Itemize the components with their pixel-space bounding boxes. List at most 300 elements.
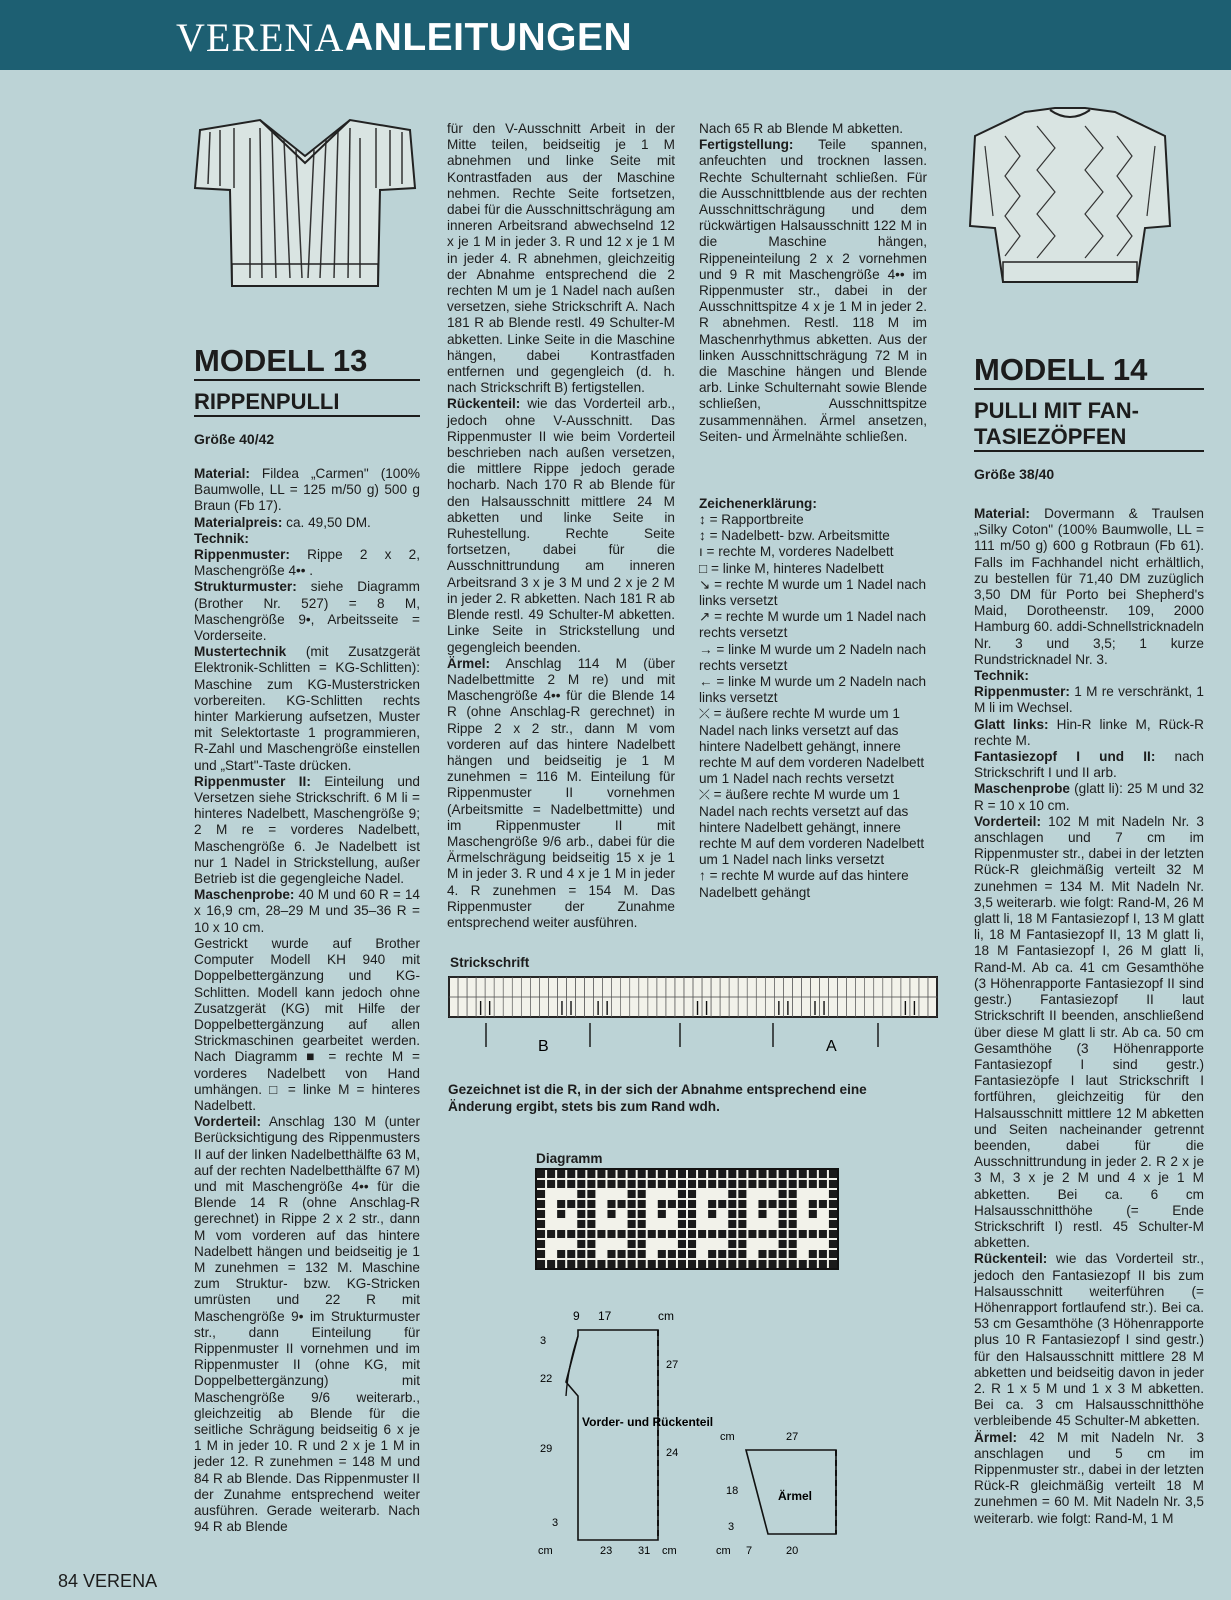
diagramm-cell xyxy=(829,1170,837,1178)
diagramm-cell xyxy=(607,1170,615,1178)
strickschrift-caption: Gezeichnet ist die R, in der sich der Abnahme entsprechend eine Änderung ergibt, stets bis zum Rand wdh. xyxy=(448,1082,867,1114)
sleeve-bottom-2: 7 xyxy=(746,1545,753,1557)
diagramm-cell xyxy=(698,1200,706,1208)
diagramm-cell xyxy=(567,1240,575,1248)
diagramm-cell xyxy=(557,1210,565,1218)
diagramm-cell xyxy=(597,1260,605,1268)
diagramm-cell xyxy=(779,1220,787,1228)
diagramm-cell xyxy=(819,1260,827,1268)
section-title: ANLEITUNGEN xyxy=(345,16,633,59)
diagramm-title: Diagramm xyxy=(536,1151,603,1166)
model-13-text-col1: Material: Fildea „Carmen" (100% Baumwolle, LL = 125 m/50 g) 500 g Braun (Fb 17). Materialpreis: ca. 49,50 DM. Technik: Rippenmuster: Rippe 2 x 2, Maschengröße 4•• . Strukturmuster: siehe Diagramm (Brother Nr. 527) = 8 M, Maschengröße 9•, Arbeitsseite = Vorderseite. Mustertechnik (mit Zusatzgerät Elektronik-Schlitten = KG-Schlitten): Maschine zum KG-Musterstricken vorbereiten. KG-Schlitten rechts hinter Markierung aufsetzen, Muster mit Selektortaste 1 programmieren, R-Zahl und Maschengröße einstellen und „Start"-Taste drücken. Rippenmuster II: Einteilung und Versetzen siehe Strickschrift. 6 M li = hinteres Nadelbett, Maschengröße 9; 2 M re = vorderes Nadelbett, Maschengröße 6. Je Nadelbett ist nur 1 Nadel in Strickstellung, außer Betrieb ist die gegengleiche Nadel. Maschenprobe: 40 M und 60 R = 14 x 16,9 cm, 28–29 M und 35–36 R = 10 x 10 cm. Gestrickt wurde auf Brother Computer Modell KH 940 mit Doppelbettergänzung und KG-Schlitten. Modell kann jedoch ohne Zusatzgerät (KG) mit Hilfe der Doppelbettergänzung auf allen Strickmaschinen gearbeitet werden. Nach Diagramm ■ = rechte M = vorderes Nadelbett von Hand umhängen. □ = linke M = hinteres Nadelbett. Vorderteil: Anschlag 130 M (unter Berücksichtigung des Rippenmusters II auf der linken Nadelbetthälfte 63 M, auf der rechten Nadelbetthälfte 67 M) und mit Maschengröße 4•• für die Blende 14 R (ohne Anschlag-R gerechnet) in Rippe 2 x 2 str., dann M vom vorderen auf das hintere Nadelbett hängen und beidseitig je 1 M zunehmen = 132 M. Maschine zum Struktur- bzw. KG-Stricken umrüsten und 22 R mit Maschengröße 9• im Strukturmuster str., dann Einteilung für Rippenmuster II vornehmen und im Rippenmuster II (ohne KG, mit Doppelbettergänzung) mit Maschengröße 9/6 weiterarb., gleichzeitig ab Blende für die seitliche Schrägung beidseitig 6 x je 1 M in jeder 10. R und 2 x je 1 M in jeder 12. R zunehmen = 148 M und 84 R ab Blende. Das Rippenmuster II der Zunahme entsprechend weiter ausführen. Gerade weiterarb. Nach 94 R ab Blende xyxy=(194,466,420,1535)
diagramm-cell xyxy=(829,1240,837,1248)
diagramm-cell xyxy=(597,1210,605,1218)
strickschrift-label-b: B xyxy=(538,1038,549,1055)
diagramm-cell xyxy=(577,1220,585,1228)
diagramm-cell xyxy=(557,1180,565,1188)
diagramm-cell xyxy=(577,1210,585,1218)
diagramm-cell xyxy=(748,1190,756,1198)
diagramm-cell xyxy=(829,1220,837,1228)
diagramm-cell xyxy=(547,1180,555,1188)
diagramm-cell xyxy=(819,1180,827,1188)
schematic-bottom-3: 31 xyxy=(638,1545,651,1557)
diagramm-cell xyxy=(758,1210,766,1218)
diagramm-cell xyxy=(769,1220,777,1228)
diagramm-cell xyxy=(648,1230,656,1238)
strickschrift-chart xyxy=(448,973,938,1053)
diagramm-cell xyxy=(618,1210,626,1218)
diagramm-cell xyxy=(769,1240,777,1248)
diagramm-cell xyxy=(648,1190,656,1198)
diagramm-cell xyxy=(748,1200,756,1208)
diagramm-cell xyxy=(597,1170,605,1178)
diagramm-cell xyxy=(829,1190,837,1198)
diagramm-cell xyxy=(819,1250,827,1258)
diagramm-cell xyxy=(779,1240,787,1248)
diagramm-cell xyxy=(678,1260,686,1268)
diagramm-cell xyxy=(789,1260,797,1268)
diagramm-cell xyxy=(577,1240,585,1248)
diagramm-cell xyxy=(748,1230,756,1238)
diagramm-cell xyxy=(607,1180,615,1188)
diagramm-cell xyxy=(638,1230,646,1238)
diagramm-cell xyxy=(547,1170,555,1178)
diagramm-cell xyxy=(607,1210,615,1218)
diagramm-cell xyxy=(728,1240,736,1248)
diagramm-cell xyxy=(678,1200,686,1208)
diagramm-cell xyxy=(769,1230,777,1238)
diagramm-cell xyxy=(708,1220,716,1228)
sleeve-left-1: 18 xyxy=(726,1485,739,1497)
diagramm-cell xyxy=(567,1220,575,1228)
diagramm-cell xyxy=(799,1200,807,1208)
diagramm-cell xyxy=(728,1250,736,1258)
diagramm-cell xyxy=(638,1240,646,1248)
diagramm-cell xyxy=(698,1250,706,1258)
diagramm-cell xyxy=(567,1210,575,1218)
diagramm-cell xyxy=(718,1180,726,1188)
diagramm-cell xyxy=(728,1220,736,1228)
schematic-right-1: 27 xyxy=(666,1359,679,1371)
diagramm-cell xyxy=(728,1200,736,1208)
diagramm-cell xyxy=(587,1240,595,1248)
diagramm-cell xyxy=(668,1230,676,1238)
schematic-bottom-1: cm xyxy=(538,1545,553,1557)
diagramm-cell xyxy=(728,1180,736,1188)
diagramm-cell xyxy=(758,1260,766,1268)
diagramm-cell xyxy=(678,1250,686,1258)
sweater-13-illustration xyxy=(190,118,420,296)
diagramm-cell xyxy=(819,1230,827,1238)
diagramm-cell xyxy=(577,1230,585,1238)
diagramm-cell xyxy=(779,1200,787,1208)
diagramm-cell xyxy=(638,1220,646,1228)
diagramm-cell xyxy=(718,1220,726,1228)
diagramm-cell xyxy=(678,1180,686,1188)
diagramm-cell xyxy=(688,1180,696,1188)
diagramm-cell xyxy=(779,1210,787,1218)
diagramm-cell xyxy=(758,1240,766,1248)
diagramm-cell xyxy=(688,1260,696,1268)
diagramm-cell xyxy=(698,1220,706,1228)
diagramm-cell xyxy=(587,1180,595,1188)
sleeve-bottom-3: 20 xyxy=(786,1545,799,1557)
diagramm-cell xyxy=(607,1250,615,1258)
diagramm-cell xyxy=(799,1190,807,1198)
diagramm-cell xyxy=(779,1180,787,1188)
diagramm-cell xyxy=(597,1250,605,1258)
diagramm-cell xyxy=(658,1170,666,1178)
brand-logo: VERENA xyxy=(176,15,345,60)
model-14-name-line2: TASIEZÖPFEN xyxy=(974,424,1204,452)
diagramm-cell xyxy=(779,1250,787,1258)
diagramm-cell xyxy=(698,1260,706,1268)
diagramm-cell xyxy=(738,1190,746,1198)
diagramm-cell xyxy=(779,1170,787,1178)
diagramm-cell xyxy=(718,1200,726,1208)
diagramm-cell xyxy=(567,1260,575,1268)
schematic-bottom-2: 23 xyxy=(600,1545,613,1557)
diagramm-cell xyxy=(648,1260,656,1268)
diagramm-cell xyxy=(547,1260,555,1268)
diagramm-cell xyxy=(678,1190,686,1198)
diagramm-cell xyxy=(829,1230,837,1238)
model-14-size: Größe 38/40 xyxy=(974,466,1055,482)
diagramm-cell xyxy=(789,1200,797,1208)
diagramm-cell xyxy=(728,1230,736,1238)
diagramm-cell xyxy=(537,1180,545,1188)
diagramm-cell xyxy=(819,1220,827,1228)
diagramm-cell xyxy=(658,1220,666,1228)
model-14-number: MODELL 14 xyxy=(974,352,1204,390)
model-14-text: Material: Dovermann & Traulsen „Silky Coton" (100% Baumwolle, LL = 111 m/50 g) 600 g Rotbraun (Fb 61). Falls im Fachhandel nicht erhältlich, zu bestellen für 71,40 DM zuzüglich 3,50 DM für Porto bei Shepherd's Maid, Dorotheenstr. 109, 2000 Hamburg 60. addi-Schnellstricknadeln Nr. 3 und 3,5; 1 kurze Rundstricknadel Nr. 3. Technik: Rippenmuster: 1 M re verschränkt, 1 M li im Wechsel. Glatt links: Hin-R linke M, Rück-R rechte M. Fantasiezopf I und II: nach Strickschrift I und II arb. Maschenprobe (glatt li): 25 M und 32 R = 10 x 10 cm. Vorderteil: 102 M mit Nadeln Nr. 3 anschlagen und 7 cm im Rippenmuster str., dabei in der letzten Rück-R gleichmäßig verteilt 32 M zunehmen = 134 M. Mit Nadeln Nr. 3,5 weiterarb. wie folgt: Rand-M, 26 M glatt li, 18 M Fantasiezopf I, 13 M glatt li, 18 M Fantasiezopf II, 13 M glatt li, 18 M Fantasiezopf I, 26 M glatt li, Rand-M. Ab ca. 41 cm Gesamthöhe (3 Höhenrapporte Fantasiezopf II sind gestr.) Fantasiezopf II laut Strickschrift II beenden, anschließend über diese M glatt li str. Ab ca. 50 cm Gesamthöhe (3 Höhenrapporte Fantasiezopf I sind gestr.) Fantasiezöpfe I laut Strickschrift I fortführen, gleichzeitig für den Halsausschnitt mittlere 12 M abketten und Seiten nacheinander getrennt beenden, dabei für die Ausschnittrundung in jeder 2. R 2 x je 3 M, 3 x je 2 M und 4 x je 1 M abketten. Bei ca. 6 cm Halsausschnitthöhe (= Ende Strickschrift I) restl. 45 Schulter-M abketten. Rückenteil: wie das Vorderteil str., jedoch den Fantasiezopf II bis zum Halsausschnitt weiterführen (= Höhenrapport fortlaufend str.). Bei ca. 53 cm Gesamthöhe (3 Höhenrapporte plus 10 R Fantasiezopf I sind gestr.) für den Halsausschnitt mittlere 28 M abketten und beidseitig davon in jeder 2. R 1 x 5 M und 1 x 3 M abketten. Bei ca. 3 cm Halsausschnitthöhe verbleibende 45 Schulter-M abketten. Ärmel: 42 M mit Nadeln Nr. 3 anschlagen und 5 cm im Rippenmuster str., dabei in der letzten Rück-R gleichmäßig verteilt 18 M zunehmen = 60 M. Mit Nadeln Nr. 3,5 weiterarb. wie folgt: Rand-M, 1 M xyxy=(974,506,1204,1526)
diagramm-cell xyxy=(678,1210,686,1218)
diagramm-cell xyxy=(587,1220,595,1228)
diagramm-cell xyxy=(638,1180,646,1188)
diagramm-cell xyxy=(758,1190,766,1198)
diagramm-cell xyxy=(628,1220,636,1228)
model-13-text-col3: Nach 65 R ab Blende M abketten. Fertigstellung: Teile spannen, anfeuchten und trocknen lassen. Rechte Schulternaht schließen. Für die Ausschnittblende aus der rechten Ausschnittschrägung und dem rückwärtigen Halsausschnitt 122 M in die Maschine hängen, Rippeneinteilung 2 x 2 vornehmen und 9 R mit Maschengröße 4•• im Rippenmuster str., dabei in der Ausschnittspitze 4 x je 1 M in jeder 2. R abnehmen. Restl. 118 M im Maschenrhythmus abketten. Aus der linken Ausschnittschrägung 72 M in die Maschine hängen und Blende arb. Linke Schulternaht sowie Blende schließen, Ausschnittspitze zusammennähen. Ärmel ansetzen, Seiten- und Ärmelnähte schließen. xyxy=(699,121,927,444)
diagramm-cell xyxy=(708,1240,716,1248)
diagramm-cell xyxy=(819,1200,827,1208)
diagramm-cell xyxy=(668,1220,676,1228)
diagramm-cell xyxy=(547,1240,555,1248)
model-14-title-block xyxy=(974,352,1204,482)
diagramm-cell xyxy=(829,1200,837,1208)
diagramm-cell xyxy=(597,1200,605,1208)
diagramm-cell xyxy=(607,1220,615,1228)
diagramm-cell xyxy=(648,1250,656,1258)
diagramm-cell xyxy=(789,1170,797,1178)
diagramm-cell xyxy=(557,1240,565,1248)
diagramm-cell xyxy=(769,1180,777,1188)
diagramm-cell xyxy=(809,1250,817,1258)
diagramm-cell xyxy=(618,1200,626,1208)
diagramm-cell xyxy=(567,1190,575,1198)
diagramm-cell xyxy=(718,1210,726,1218)
diagramm-cell xyxy=(799,1240,807,1248)
diagramm-cell xyxy=(648,1220,656,1228)
diagramm-cell xyxy=(577,1190,585,1198)
header-bar xyxy=(0,0,1231,70)
diagramm-cell xyxy=(688,1200,696,1208)
diagramm-cell xyxy=(678,1230,686,1238)
sweater-14-illustration xyxy=(965,106,1175,290)
diagramm-cell xyxy=(789,1180,797,1188)
diagramm-cell xyxy=(738,1200,746,1208)
diagramm-cell xyxy=(537,1200,545,1208)
diagramm-grid xyxy=(535,1168,839,1270)
diagramm-cell xyxy=(688,1240,696,1248)
diagramm-cell xyxy=(577,1170,585,1178)
diagramm-cell xyxy=(587,1200,595,1208)
diagramm-cell xyxy=(537,1250,545,1258)
diagramm-cell xyxy=(819,1210,827,1218)
diagramm-cell xyxy=(597,1190,605,1198)
diagramm-cell xyxy=(809,1240,817,1248)
diagramm-cell xyxy=(738,1210,746,1218)
diagramm-cell xyxy=(557,1250,565,1258)
legend-title: Zeichenerklärung: xyxy=(699,496,817,511)
diagramm-cell xyxy=(577,1180,585,1188)
schematic-bottom-4: cm xyxy=(662,1545,677,1557)
diagramm-cell xyxy=(618,1230,626,1238)
diagramm-cell xyxy=(698,1240,706,1248)
strickschrift-label-a: A xyxy=(826,1038,837,1055)
diagramm-cell xyxy=(708,1260,716,1268)
diagramm-cell xyxy=(628,1190,636,1198)
diagramm-cell xyxy=(708,1210,716,1218)
diagramm-cell xyxy=(648,1170,656,1178)
model-13-size: Größe 40/42 xyxy=(194,431,275,447)
diagramm-cell xyxy=(547,1210,555,1218)
diagramm-cell xyxy=(648,1210,656,1218)
diagramm-cell xyxy=(557,1170,565,1178)
diagramm-cell xyxy=(738,1170,746,1178)
diagramm-cell xyxy=(668,1170,676,1178)
sleeve-label: Ärmel xyxy=(778,1489,813,1503)
diagramm-cell xyxy=(728,1170,736,1178)
diagramm-cell xyxy=(779,1260,787,1268)
diagramm-cell xyxy=(718,1250,726,1258)
diagramm-cell xyxy=(748,1170,756,1178)
diagramm-cell xyxy=(708,1180,716,1188)
diagramm-cell xyxy=(587,1210,595,1218)
diagramm-cell xyxy=(738,1220,746,1228)
diagramm-cell xyxy=(638,1170,646,1178)
diagramm-cell xyxy=(799,1230,807,1238)
diagramm-cell xyxy=(678,1240,686,1248)
diagramm-cell xyxy=(607,1260,615,1268)
diagramm-cell xyxy=(809,1210,817,1218)
diagramm-cell xyxy=(718,1190,726,1198)
diagramm-cell xyxy=(809,1260,817,1268)
diagramm-cell xyxy=(718,1240,726,1248)
diagramm-cell xyxy=(769,1260,777,1268)
diagramm-cell xyxy=(789,1250,797,1258)
diagramm-cell xyxy=(718,1230,726,1238)
diagramm-cell xyxy=(537,1210,545,1218)
diagramm-cell xyxy=(789,1230,797,1238)
diagramm-cell xyxy=(547,1230,555,1238)
diagramm-cell xyxy=(708,1190,716,1198)
diagramm-cell xyxy=(758,1230,766,1238)
diagramm-cell xyxy=(557,1200,565,1208)
diagramm-cell xyxy=(537,1260,545,1268)
diagramm-cell xyxy=(678,1170,686,1178)
diagramm-cell xyxy=(638,1190,646,1198)
diagramm-cell xyxy=(748,1260,756,1268)
diagramm-cell xyxy=(688,1210,696,1218)
diagramm-cell xyxy=(758,1220,766,1228)
diagramm-cell xyxy=(668,1190,676,1198)
diagramm-cell xyxy=(809,1180,817,1188)
diagramm-cell xyxy=(748,1250,756,1258)
diagramm-cell xyxy=(829,1260,837,1268)
diagramm-cell xyxy=(597,1180,605,1188)
diagramm-cell xyxy=(738,1250,746,1258)
diagramm-cell xyxy=(547,1200,555,1208)
diagramm-cell xyxy=(698,1210,706,1218)
diagramm-cell xyxy=(799,1180,807,1188)
diagramm-cell xyxy=(809,1230,817,1238)
diagramm-cell xyxy=(769,1250,777,1258)
diagramm-cell xyxy=(668,1240,676,1248)
diagramm-cell xyxy=(698,1170,706,1178)
diagramm-cell xyxy=(567,1230,575,1238)
diagramm-cell xyxy=(799,1260,807,1268)
diagramm-cell xyxy=(728,1210,736,1218)
schematic-left-2: 22 xyxy=(540,1373,553,1385)
diagramm-cell xyxy=(628,1250,636,1258)
diagramm-cell xyxy=(618,1190,626,1198)
diagramm-cell xyxy=(658,1260,666,1268)
diagramm-cell xyxy=(547,1250,555,1258)
diagramm-cell xyxy=(648,1200,656,1208)
diagramm-cell xyxy=(618,1250,626,1258)
legend: ↕ = Rapportbreite ↕ = Nadelbett- bzw. Arbeitsmitte ı = rechte M, vorderes Nadelbett □ = linke M, hinteres Nadelbett ↘ = rechte M wurde um 1 Nadel nach links versetzt ↗ = rechte M wurde um 1 Nadel nach rechts versetzt → = linke M wurde um 2 Nadeln nach rechts versetzt ← = linke M wurde um 2 Nadeln nach links versetzt ⤫ = äußere rechte M wurde um 1 Nadel nach links versetzt auf das hintere Nadelbett gehängt, innere rechte M auf dem vorderen Nadelbett um 1 Nadel nach rechts versetzt ⤫ = äußere rechte M wurde um 1 Nadel nach rechts versetzt auf das hintere Nadelbett gehängt, innere rechte M auf dem vorderen Nadelbett um 1 Nadel nach links versetzt ↑ = rechte M wurde auf das hintere Nadelbett gehängt xyxy=(699,512,927,900)
diagramm-cell xyxy=(587,1260,595,1268)
diagramm-cell xyxy=(779,1230,787,1238)
diagramm-cell xyxy=(688,1170,696,1178)
diagramm-cell xyxy=(688,1220,696,1228)
footer-brand: VERENA xyxy=(83,1571,158,1591)
diagramm-cell xyxy=(758,1250,766,1258)
diagramm-cell xyxy=(567,1200,575,1208)
diagramm-cell xyxy=(799,1220,807,1228)
diagramm-cell xyxy=(597,1220,605,1228)
diagramm-cell xyxy=(587,1230,595,1238)
diagramm-cell xyxy=(668,1250,676,1258)
diagramm-cell xyxy=(738,1180,746,1188)
diagramm-cell xyxy=(829,1180,837,1188)
diagramm-cell xyxy=(829,1210,837,1218)
diagramm-cell xyxy=(557,1230,565,1238)
diagramm-cell xyxy=(618,1260,626,1268)
diagramm-cell xyxy=(537,1220,545,1228)
diagramm-cell xyxy=(607,1200,615,1208)
diagramm-cell xyxy=(537,1190,545,1198)
diagramm-cell xyxy=(567,1170,575,1178)
sleeve-left-2: 3 xyxy=(728,1521,735,1533)
diagramm-cell xyxy=(587,1250,595,1258)
diagramm-cell xyxy=(708,1230,716,1238)
diagramm-cell xyxy=(547,1220,555,1228)
diagramm-cell xyxy=(678,1220,686,1228)
diagramm-cell xyxy=(628,1260,636,1268)
diagramm-cell xyxy=(577,1250,585,1258)
diagramm-cell xyxy=(628,1210,636,1218)
diagramm-cell xyxy=(718,1170,726,1178)
diagramm-cell xyxy=(738,1260,746,1268)
diagramm-cell xyxy=(557,1220,565,1228)
diagramm-cell xyxy=(769,1190,777,1198)
schematic-left-3: 29 xyxy=(540,1443,553,1455)
diagramm-cell xyxy=(758,1170,766,1178)
diagramm-cell xyxy=(748,1220,756,1228)
diagramm-cell xyxy=(658,1190,666,1198)
diagramm-cell xyxy=(628,1180,636,1188)
diagramm-cell xyxy=(638,1260,646,1268)
model-13-title-block xyxy=(194,343,420,447)
diagramm-cell xyxy=(698,1180,706,1188)
diagramm-cell xyxy=(769,1210,777,1218)
diagramm-cell xyxy=(809,1190,817,1198)
diagramm-cell xyxy=(698,1190,706,1198)
diagramm-cell xyxy=(688,1230,696,1238)
diagramm-cell xyxy=(819,1170,827,1178)
diagramm-cell xyxy=(618,1220,626,1228)
diagramm-cell xyxy=(789,1220,797,1228)
diagramm-cell xyxy=(748,1180,756,1188)
diagramm-cell xyxy=(638,1210,646,1218)
diagramm-cell xyxy=(668,1210,676,1218)
diagramm-cell xyxy=(628,1240,636,1248)
pattern-schematic-body xyxy=(538,1306,714,1558)
model-13-text-col2: für den V-Ausschnitt Arbeit in der Mitte teilen, beidseitig je 1 M abnehmen und linke Seite mit Kontrastfaden aus der Maschine nehmen. Rechte Seite fortsetzen, dabei für die Ausschnittschrägung am inneren Arbeitsrand abwechselnd 12 x je 1 M in jeder 3. R und 12 x je 1 M in jeder 4. R abnehmen, gleichzeitig der Abnahme entsprechend die 2 rechten M um je 1 Nadel nach außen versetzen, siehe Strickschrift A. Nach 181 R ab Blende restl. 49 Schulter-M abketten. Linke Seite in die Maschine hängen, dabei Kontrastfaden entfernen und gegengleich (d. h. nach Strickschrift B) fertigstellen. Rückenteil: wie das Vorderteil arb., jedoch ohne V-Ausschnitt. Das Rippenmuster II wie beim Vorderteil beschrieben nach außen versetzen, die mittlere Rippe jedoch gerade hocharb. Nach 170 R ab Blende für den Halsausschnitt mittlere 24 M abketten und linke Seite in Ruhestellung. Rechte Seite fortsetzen, dabei für die Ausschnittrundung am inneren Arbeitsrand 3 x je 3 M und 2 x je 2 M in jeder 2. R abketten. Nach 181 R ab Blende restl. 49 Schulter-M abketten. Linke Seite in Strickstellung und gegengleich beenden. Ärmel: Anschlag 114 M (über Nadelbettmitte 2 M re) und mit Maschengröße 4•• für die Blende 14 R (ohne Anschlag-R gerechnet) in Rippe 2 x 2 str., dann M vom vorderen auf das hintere Nadelbett hängen und beidseitig je 1 M zunehmen = 116 M. Einteilung für Rippenmuster II vornehmen (Arbeitsmitte = Nadelbettmitte) und im Rippenmuster II mit Maschengröße 9/6 arb., dabei für die Ärmelschrägung beidseitig 15 x je 1 M in jeder 3. R und 4 x je 1 M in jeder 4. R zunehmen = 154 M. Das Rippenmuster der Zunahme entsprechend weiter ausführen. xyxy=(447,121,675,930)
schematic-top-3: cm xyxy=(658,1309,674,1323)
diagramm-cell xyxy=(688,1190,696,1198)
diagramm-cell xyxy=(648,1180,656,1188)
diagramm-cell xyxy=(587,1170,595,1178)
diagramm-cell xyxy=(597,1230,605,1238)
diagramm-cell xyxy=(799,1170,807,1178)
diagramm-cell xyxy=(819,1190,827,1198)
diagramm-cell xyxy=(537,1170,545,1178)
diagramm-cell xyxy=(577,1260,585,1268)
diagramm-cell xyxy=(708,1200,716,1208)
diagramm-cell xyxy=(537,1240,545,1248)
diagramm-cell xyxy=(799,1250,807,1258)
diagramm-cell xyxy=(607,1240,615,1248)
diagramm-cell xyxy=(738,1230,746,1238)
diagramm-cell xyxy=(547,1190,555,1198)
diagramm-cell xyxy=(708,1170,716,1178)
diagramm-cell xyxy=(668,1200,676,1208)
diagramm-cell xyxy=(718,1260,726,1268)
diagramm-cell xyxy=(769,1200,777,1208)
diagramm-cell xyxy=(537,1230,545,1238)
diagramm-cell xyxy=(658,1180,666,1188)
diagramm-cell xyxy=(638,1200,646,1208)
diagramm-cell xyxy=(628,1200,636,1208)
diagramm-cell xyxy=(819,1240,827,1248)
diagramm-cell xyxy=(769,1170,777,1178)
diagramm-cell xyxy=(658,1240,666,1248)
diagramm-cell xyxy=(597,1240,605,1248)
sleeve-top-2: 27 xyxy=(786,1431,799,1443)
diagramm-cell xyxy=(668,1180,676,1188)
